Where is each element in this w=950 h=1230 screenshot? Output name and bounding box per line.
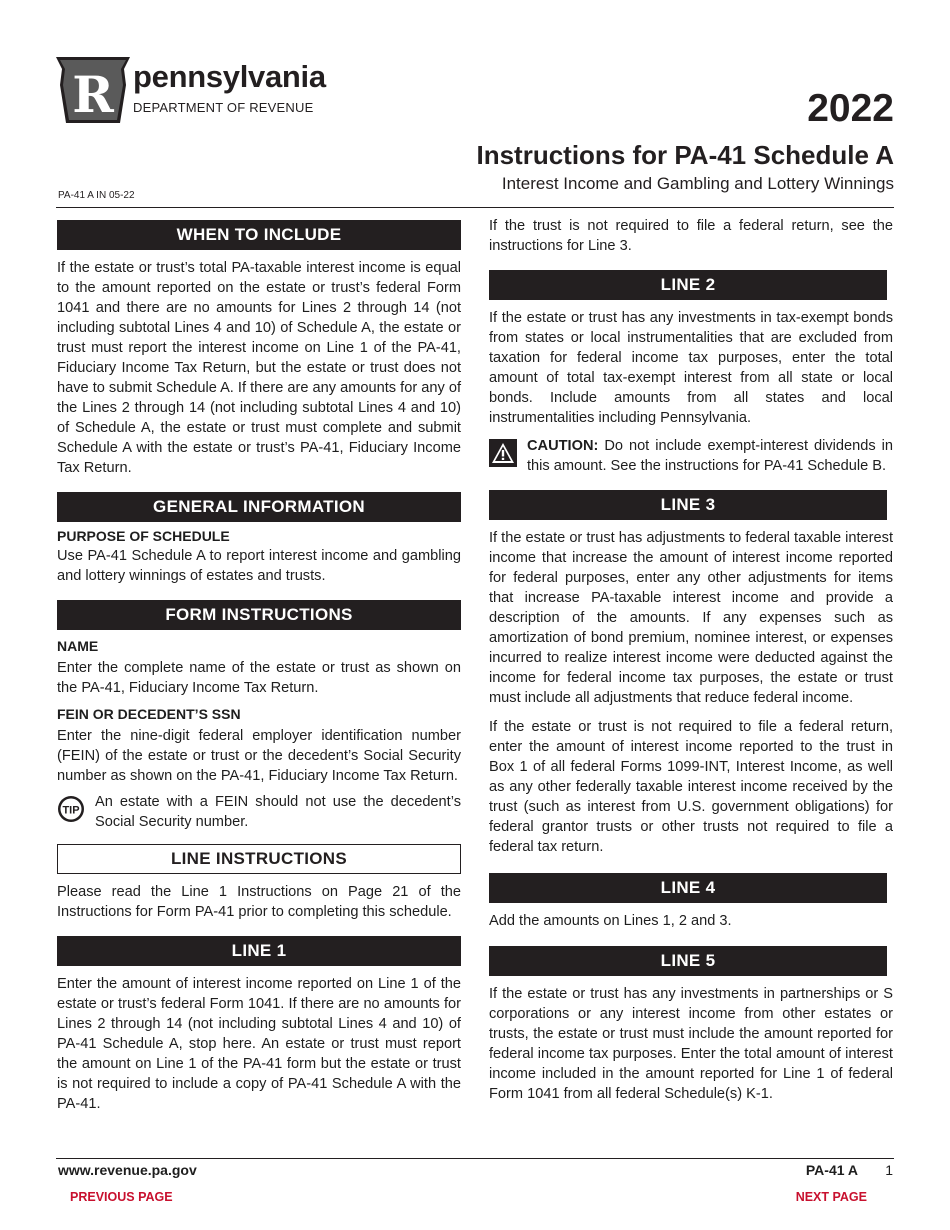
caution-body: Do not include exempt-interest dividends in this amount. See the instructions for PA-41 Schedule B.: [527, 438, 893, 474]
brand-name: pennsylvania: [133, 59, 326, 94]
line-3-text-1: If the estate or trust has adjustments to federal taxable interest income that increase the amount of interest income reported for federal purposes, enter any other adjustments for items that increase PA-taxable interest income and provide a description of the amounts. If any expenses such as amortization of bond premium, nominee interest, or expenses incurred to realize interest income were deducted against the income for federal income tax purposes, the estate or trust must include all adjustments that reduce federal income.: [489, 530, 893, 706]
section-header-general-information: GENERAL INFORMATION: [57, 492, 461, 522]
caution-icon: [489, 439, 517, 467]
svg-text:R: R: [72, 65, 114, 123]
line-5-text: If the estate or trust has any investments in partnerships or S corporations or any interest income from other estates or trusts, the estate or trust must include the amount reported for federal income tax purposes. Enter the total amount of interest income included in the amount reported for Line 1 of federal Form 1041 from all federal Schedule(s) K-1.: [489, 986, 893, 1102]
section-header-line-2: LINE 2: [489, 270, 887, 300]
tip-icon: [57, 795, 85, 823]
keystone-logo: [56, 57, 130, 123]
right-column: [489, 216, 893, 1104]
fein-text: Enter the nine-digit federal employer identification number (FEIN) of the estate or trust or the decedent’s Social Security number as shown on the PA-41, Fiduciary Income Tax Return.: [57, 728, 461, 784]
footer-website: www.revenue.pa.gov: [58, 1162, 197, 1178]
section-header-line-5: LINE 5: [489, 946, 887, 976]
line-4-text: Add the amounts on Lines 1, 2 and 3.: [489, 913, 732, 929]
line-3-text-2: If the estate or trust is not required to file a federal return, enter the amount of interest income reported to the trust in Box 1 of all federal Forms 1099-INT, Interest Income, as well as any other federally taxable interest income received by the trust (such as interest from U.S. government obligations) for federal grantor trusts or other trusts not required to file a federal tax return.: [489, 719, 893, 855]
page-title: Instructions for PA-41 Schedule A: [476, 140, 894, 170]
name-heading: NAME: [57, 638, 99, 654]
form-code: PA-41 A IN 05-22: [58, 190, 135, 201]
header-divider: [56, 207, 894, 208]
name-text: Enter the complete name of the estate or trust as shown on the PA-41, Fiduciary Income Tax Return.: [57, 660, 461, 696]
caution-note: [489, 436, 893, 476]
purpose-text: Use PA-41 Schedule A to report interest income and gambling and lottery winnings of estates and trusts.: [57, 548, 461, 584]
when-to-include-text: If the estate or trust’s total PA-taxable interest income is equal to the amount reported on the estate or trust’s federal Form 1041 and there are no amounts for Lines 2 through 14 (not including subtotal Lines 4 and 10) of Schedule A, the estate or trust must report the interest income on Line 1 of the PA-41, Fiduciary Income Tax Return, but the estate or trust does not have to submit Schedule A. If there are any amounts for any of the Lines 2 through 14 (not including subtotal Lines 4 and 10) of Schedule A, the estate or trust must complete and submit Schedule A with the estate or trust’s PA-41, Fiduciary Income Tax Return.: [57, 260, 461, 476]
footer-divider: [56, 1158, 894, 1159]
page-subtitle: Interest Income and Gambling and Lottery Winnings: [501, 174, 894, 193]
section-header-line-1: LINE 1: [57, 936, 461, 966]
fein-heading: FEIN OR DECEDENT’S SSN: [57, 706, 241, 722]
brand-subtitle: DEPARTMENT OF REVENUE: [133, 100, 314, 115]
page-number: 1: [885, 1162, 893, 1178]
caution-label: CAUTION:: [527, 438, 599, 454]
svg-text:TIP: TIP: [62, 804, 80, 817]
purpose-heading: PURPOSE OF SCHEDULE: [57, 528, 230, 544]
year: 2022: [807, 87, 894, 130]
footer-form-id: PA-41 A: [805, 1162, 858, 1178]
tip-note: [57, 792, 461, 832]
caution-text: [489, 436, 893, 476]
line-1-text: Enter the amount of interest income reported on Line 1 of the estate or trust’s federal Form 1041. If there are no amounts for Lines 2 through 14 (not including subtotal Lines 4 and 10) of PA-41 Schedule A, stop here. An estate or trust must report the amount on Line 1 of the PA-41 form but the estate or trust is not required to include a copy of PA-41 Schedule A with the PA-41.: [57, 976, 461, 1112]
section-header-form-instructions: FORM INSTRUCTIONS: [57, 600, 461, 630]
line-1-continued-text: If the trust is not required to file a federal return, see the instructions for Line 3.: [489, 218, 893, 254]
section-header-when-to-include: WHEN TO INCLUDE: [57, 220, 461, 250]
next-page-link[interactable]: NEXT PAGE: [795, 1190, 867, 1204]
section-header-line-4: LINE 4: [489, 873, 887, 903]
section-header-line-instructions: LINE INSTRUCTIONS: [57, 844, 461, 874]
line-instructions-text: Please read the Line 1 Instructions on Page 21 of the Instructions for Form PA-41 prior to completing this schedule.: [57, 884, 461, 920]
section-header-line-3: LINE 3: [489, 490, 887, 520]
left-column: [57, 216, 461, 1114]
previous-page-link[interactable]: PREVIOUS PAGE: [70, 1190, 173, 1204]
tip-text: An estate with a FEIN should not use the decedent’s Social Security number.: [95, 794, 461, 830]
line-2-text: If the estate or trust has any investments in tax-exempt bonds from states or local instrumentalities that are excluded from taxation for federal income tax purposes, enter the total amount of total tax-exempt interest from all state or local bonds. Include amounts from all states and local instrumentalities including Pennsylvania.: [489, 310, 893, 426]
